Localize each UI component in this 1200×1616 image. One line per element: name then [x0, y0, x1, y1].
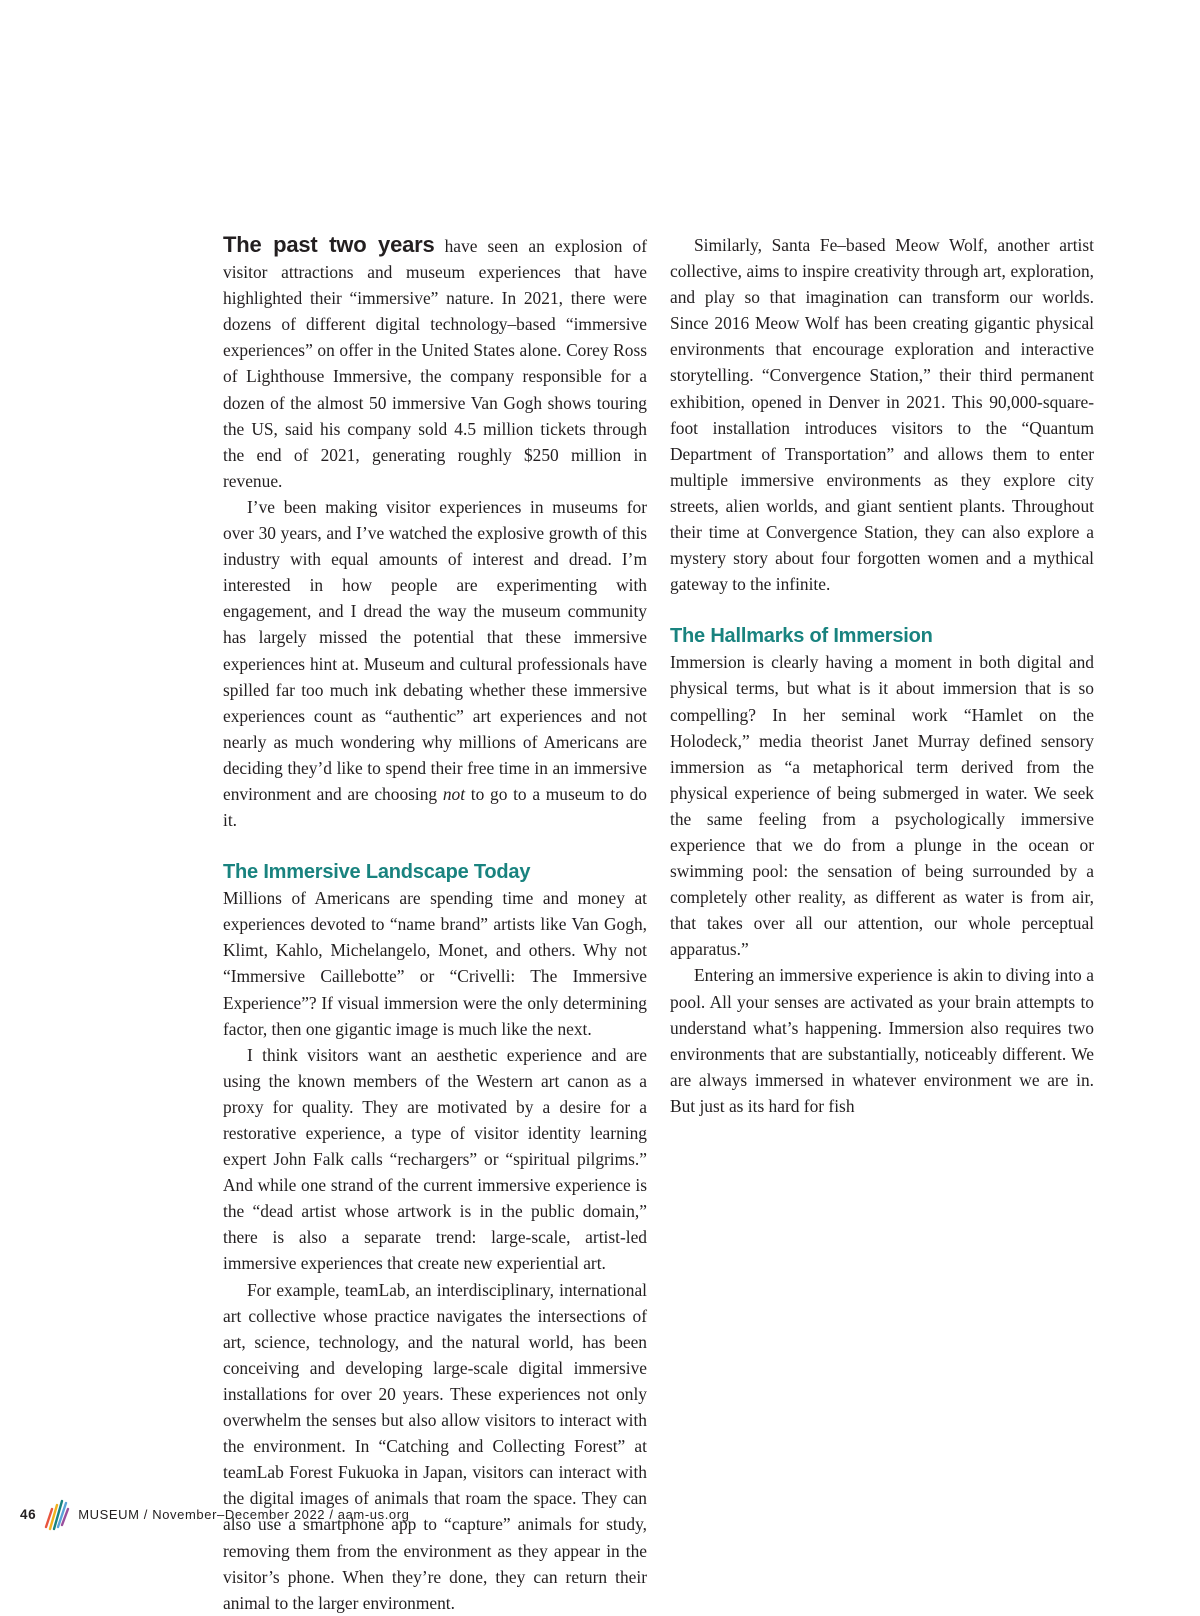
page-number: 46 — [20, 1506, 37, 1522]
paragraph-text: I’ve been making visitor experiences in museums for over 30 years, and I’ve watched the explosive growth of this industry with equal amounts of interest and dread. I’m interested in how people are experimenting with engagement, and I dread the way the museum community has largely missed the potential that these immersive experiences hint at. Museum and cultural professionals have spilled far too much ink debating whether these immersive experiences count as “authentic” art experiences and not nearly as much wondering why millions of Americans are deciding they’d like to spend their free time in an immersive environment and are choosing — [223, 496, 647, 804]
emphasis-text: not — [442, 783, 466, 804]
lead-in: The past two years — [223, 232, 435, 257]
section-heading: The Immersive Landscape Today — [223, 861, 531, 884]
paragraph-intro — [223, 232, 647, 494]
paragraph: I think visitors want an aesthetic experience and are using the known members of the Western art canon as a proxy for quality. They are motivated by a desire for a restorative experience, a type of visitor identity learning expert John Falk calls “rechargers” or “spiritual pilgrims.” And while one strand of the current immersive experience is the “dead artist whose artwork is in the public domain,” there is also a separate trend: large-scale, artist-led immersive experiences that create new experiential art. — [223, 1044, 647, 1274]
paragraph-continued: For example, teamLab, an interdisciplinary, international art collective whose practice navigates the intersections of art, science, technology, and the natural world, has been conceiving and developing large-scale digital immersive installations for over 20 years. These experiences not only overwhelm the senses but also allow visitors to interact with the environment. In “Catching and Collecting Forest” at teamLab Forest Fukuoka in Japan, visitors can interact with the digital images of animals that roam the space. They can also use a smartphone app to “capture” animals for study, removing them from the environment as they appear in the visitor’s phone. When they’re done, they can return their animal to the larger environment. — [223, 1279, 647, 1613]
paragraph: Millions of Americans are spending time and money at experiences devoted to “name brand” artists like Van Gogh, Klimt, Kahlo, Michelangelo, Monet, and others. Why not “Immersive Caillebotte” or “Crivelli: The Immersive Experience”? If visual immersion were the only determining factor, then one gigantic image is much like the next. — [223, 888, 647, 1039]
paragraph — [223, 494, 647, 833]
paragraph: Similarly, Santa Fe–based Meow Wolf, another artist collective, aims to inspire creativity through art, exploration, and play so that imagination can transform our worlds. Since 2016 Meow Wolf has been creating gigantic physical environments that encourage exploration and interactive storytelling. “Convergence Station,” their third permanent exhibition, opened in Denver in 2021. This 90,000-square-foot installation introduces visitors to the “Quantum Department of Transportation” and allows them to enter multiple immersive environments as they explore city streets, alien worlds, and giant sentient plants. Throughout their time at Convergence Station, they can also explore a mystery story about four forgotten women and a mythical gateway to the infinite. — [670, 235, 1094, 595]
page-footer — [20, 1494, 410, 1534]
section-heading: The Hallmarks of Immersion — [670, 625, 933, 648]
paragraph-intro-text: have seen an explosion of visitor attractions and museum experiences that have highlighted their “immersive” nature. In 2021, there were dozens of different digital technology–based “immersive experiences” on offer in the United States alone. Corey Ross of Lighthouse Immersive, the company responsible for a dozen of the almost 50 immersive Van Gogh shows touring the US, said his company sold 4.5 million tickets through the end of 2021, generating roughly $250 million in revenue. — [223, 236, 647, 491]
article-column-left — [223, 232, 647, 1616]
paragraph: Immersion is clearly having a moment in both digital and physical terms, but what is it about immersion that is so compelling? In her seminal work “Hamlet on the Holodeck,” media theorist Janet Murray defined sensory immersion as “a metaphorical term derived from the physical experience of being submerged in water. We seek the same feeling from a psychologically immersive experience that we do from a plunge in the ocean or swimming pool: the sensation of being surrounded by a completely other reality, as different as water is from air, that takes over all our attention, our whole perceptual apparatus.” — [670, 652, 1094, 960]
paragraph-text: to go to a museum to do it. — [223, 783, 647, 831]
footer-publication-info: MUSEUM / November–December 2022 / aam-us.org — [78, 1506, 410, 1522]
article-column-right — [670, 232, 1094, 1119]
paragraph: Entering an immersive experience is akin to diving into a pool. All your senses are activated as your brain attempts to understand what’s happening. Immersion also requires two environments that are substantially, noticeably different. We are always immersed in whatever environment we are in. But just as its hard for fish — [670, 965, 1094, 1116]
museum-logo-icon — [44, 1497, 70, 1531]
